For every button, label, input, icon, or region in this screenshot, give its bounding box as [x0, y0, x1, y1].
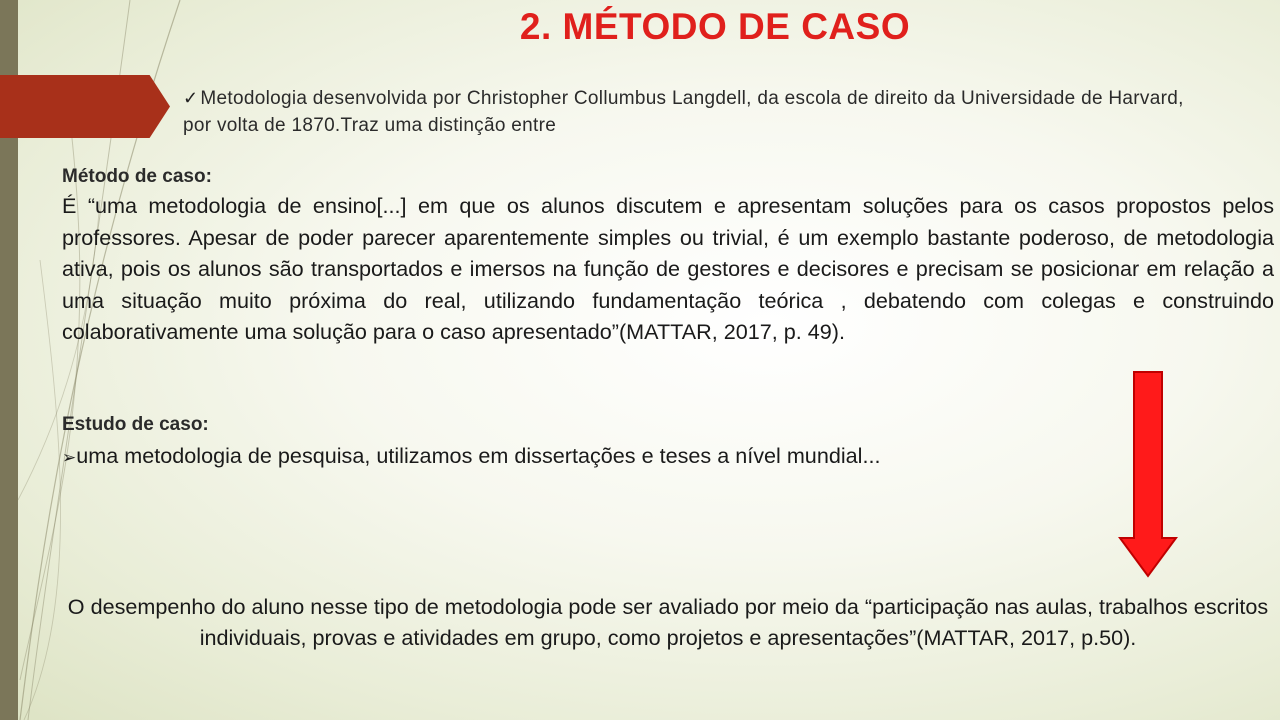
- estudo-caso-bullet: [62, 440, 1162, 473]
- down-arrow-icon: [1118, 370, 1178, 578]
- accent-tab: [0, 75, 170, 138]
- slide-title: 2. MÉTODO DE CASO: [519, 6, 911, 47]
- arrow-bullet-icon: ➢: [62, 448, 77, 467]
- metodo-caso-heading: Método de caso:: [62, 166, 212, 187]
- estudo-caso-body: uma metodologia de pesquisa, utilizamos em dissertações e teses a nível mundial...: [76, 443, 881, 468]
- check-icon: ✓: [183, 88, 199, 108]
- metodo-caso-body: É “uma metodologia de ensino[...] em que os alunos discutem e apresentam soluções para os casos propostos pelos professores. Apesar de poder parecer aparentemente simples ou trivial, é um exemplo bastante poderoso, de metodologia ativa, pois os alunos são transportados e imersos na função de gestores e decisores e precisam se posicionar em relação a uma situação muito próxima do real, utilizando fundamentação teórica , debatendo com colegas e construindo colaborativamente uma solução para o caso apresentado”(MATTAR, 2017, p. 49).: [62, 193, 1274, 344]
- intro-text: Metodologia desenvolvida por Christopher Collumbus Langdell, da escola de direito da Universidade de Harvard, por volta de 1870.Traz uma distinção entre: [183, 88, 1184, 136]
- intro-paragraph: [183, 85, 1193, 139]
- footer-paragraph: O desempenho do aluno nesse tipo de metodologia pode ser avaliado por meio da “participação nas aulas, trabalhos escritos individuais, provas e atividades em grupo, como projetos e apresentações”(MATTAR, 2017, p.50).: [67, 594, 1269, 650]
- estudo-caso-heading: Estudo de caso:: [62, 414, 209, 435]
